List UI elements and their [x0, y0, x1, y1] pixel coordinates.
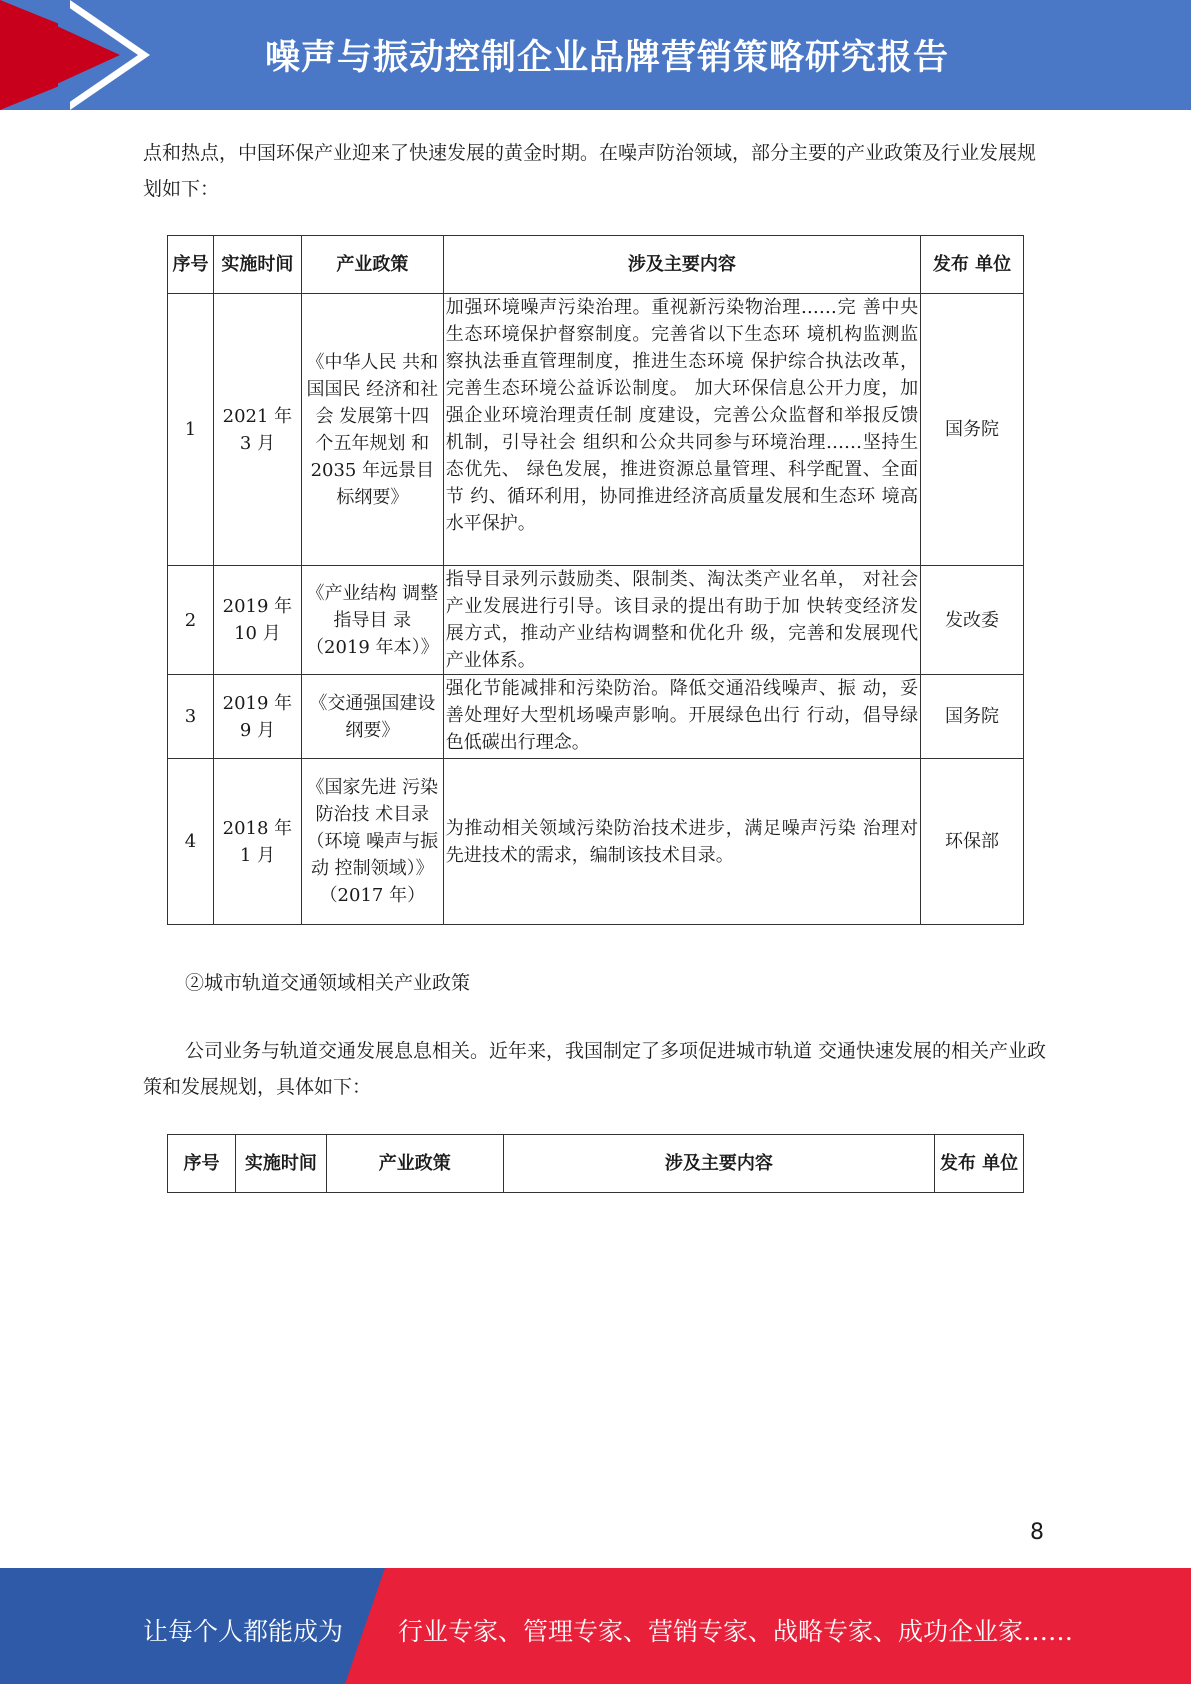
row-seq: 4: [168, 759, 214, 925]
footer-slant-shape: [345, 1568, 385, 1684]
header-time: 实施时间: [213, 236, 301, 294]
table-header-row: [168, 1135, 1024, 1193]
row-seq: 1: [168, 294, 214, 566]
table-row: [168, 759, 1024, 925]
row-time: 2019 年 10 月: [213, 566, 301, 675]
section-heading: ②城市轨道交通领域相关产业政策: [185, 972, 471, 994]
header-content: 涉及主要内容: [503, 1135, 934, 1193]
header-content: 涉及主要内容: [443, 236, 920, 294]
page-number: 8: [1030, 1520, 1044, 1545]
table-header-row: [168, 236, 1024, 294]
intro-paragraph: 点和热点，中国环保产业迎来了快速发展的黄金时期。在噪声防治领域，部分主要的产业政策及行业发展规划如下：: [143, 142, 1037, 200]
row-content: 为推动相关领域污染防治技术进步，满足噪声污染 治理对先进技术的需求，编制该技术目录。: [443, 759, 920, 925]
row-policy: 《国家先进 污染防治技 术目录（环境 噪声与振动 控制领域）》（2017 年）: [301, 759, 443, 925]
table-row: [168, 675, 1024, 759]
footer-slogan-left: 让每个人都能成为: [143, 1617, 344, 1646]
table-row: [168, 294, 1024, 566]
policy-table-noise: [167, 235, 1024, 925]
header-time: 实施时间: [235, 1135, 326, 1193]
header-red-arrow-inner: [0, 0, 120, 110]
header-issuer: 发布 单位: [935, 1135, 1024, 1193]
header-banner: [0, 0, 1191, 110]
row-issuer: 环保部: [921, 759, 1024, 925]
row-content: 指导目录列示鼓励类、限制类、淘汰类产业名单， 对社会产业发展进行引导。该目录的提出有助于加 快转变经济发展方式，推动产业结构调整和优化升 级，完善和发展现代产业体系。: [443, 566, 920, 675]
document-title: 噪声与振动控制企业品牌营销策略研究报告: [265, 38, 950, 78]
header-seq: 序号: [168, 236, 214, 294]
row-seq: 2: [168, 566, 214, 675]
footer-banner: [0, 1568, 1191, 1684]
row-time: 2021 年 3 月: [213, 294, 301, 566]
row-content: 强化节能减排和污染防治。降低交通沿线噪声、振 动，妥善处理好大型机场噪声影响。开展绿色出行 行动，倡导绿色低碳出行理念。: [443, 675, 920, 759]
section-paragraph: 公司业务与轨道交通发展息息相关。近年来，我国制定了多项促进城市轨道 交通快速发展的相关产业政策和发展规划，具体如下：: [143, 1040, 1047, 1098]
header-policy: 产业政策: [301, 236, 443, 294]
row-time: 2019 年 9 月: [213, 675, 301, 759]
row-policy: 《产业结构 调整指导目 录（2019 年本）》: [301, 566, 443, 675]
policy-table-rail: [167, 1134, 1024, 1193]
row-issuer: 国务院: [921, 294, 1024, 566]
row-issuer: 国务院: [921, 675, 1024, 759]
row-issuer: 发改委: [921, 566, 1024, 675]
header-policy: 产业政策: [326, 1135, 503, 1193]
row-content: 加强环境噪声污染治理。重视新污染物治理……完 善中央生态环境保护督察制度。完善省以下生态环 境机构监测监察执法垂直管理制度，推进生态环境 保护综合执法改革，完善生态环境公益诉讼制度。 加大环保信息公开力度，加强企业环境治理责任制 度建设，完善公众监督和举报反馈机制，引导社会 组织和公众共同参与环境治理……坚持生态优先、 绿色发展，推进资源总量管理、科学配置、全面节 约、循环利用，协同推进经济高质量发展和生态环 境高水平保护。: [443, 294, 920, 566]
row-time: 2018 年 1 月: [213, 759, 301, 925]
row-policy: 《交通强国建设纲要》: [301, 675, 443, 759]
footer-slogan-right: 行业专家、管理专家、营销专家、战略专家、成功企业家……: [398, 1617, 1074, 1646]
header-issuer: 发布 单位: [921, 236, 1024, 294]
row-seq: 3: [168, 675, 214, 759]
header-seq: 序号: [168, 1135, 236, 1193]
table-row: [168, 566, 1024, 675]
row-policy: 《中华人民 共和国国民 经济和社会 发展第十四 个五年规划 和 2035 年远景目标纲要》: [301, 294, 443, 566]
